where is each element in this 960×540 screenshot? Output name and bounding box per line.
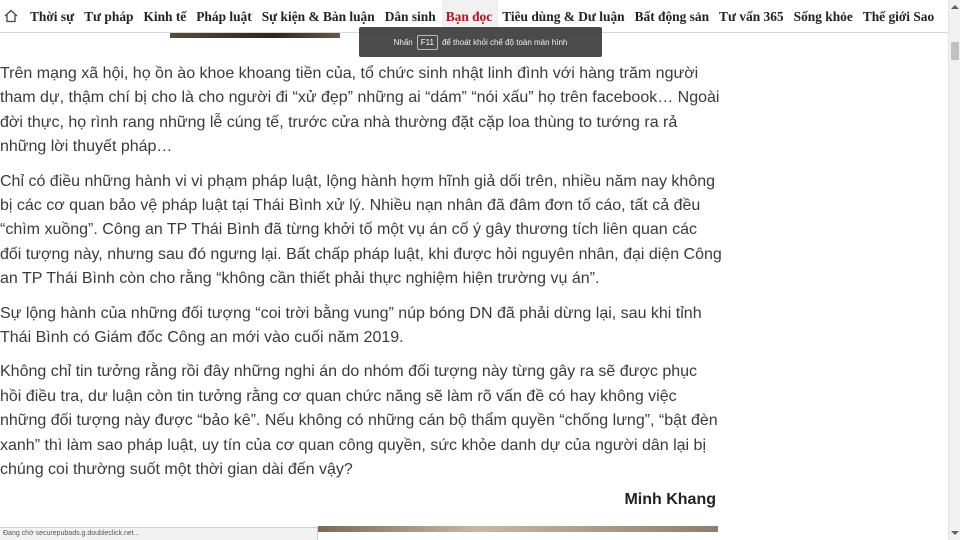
- nav-item-dan-sinh[interactable]: Dân sinh: [384, 8, 436, 24]
- nav-item-phap-luat[interactable]: Pháp luật: [196, 8, 252, 24]
- scrollbar-thumb[interactable]: [951, 42, 959, 60]
- fullscreen-notice-suffix: để thoát khỏi chế độ toàn màn hình: [441, 37, 568, 47]
- article-paragraph: Sự lộng hành của những đối tượng “coi trời bằng vung” núp bóng DN đã phải dừng lại, sau khi tỉnh Thái Bình có Giám đốc Công an mới vào cuối năm 2019.: [0, 304, 702, 347]
- home-icon[interactable]: [2, 7, 20, 25]
- f11-key: F11: [417, 35, 438, 50]
- scroll-up-arrow-icon[interactable]: [949, 0, 960, 14]
- nav-item-su-kien-ban-luan[interactable]: Sự kiện & Bàn luận: [261, 8, 375, 24]
- nav-item-tu-van-365[interactable]: Tư vấn 365: [719, 8, 784, 24]
- nav-item-tieu-dung-du-luan[interactable]: Tiêu dùng & Dư luận: [502, 8, 625, 24]
- article-paragraph: Không chỉ tin tưởng rằng rồi đây những nghi án do nhóm đối tượng này từng gây ra sẽ được phục hồi điều tra, dư luận còn tin tưởng rằng cơ quan chức năng sẽ làm rõ vấn đề có hay không việc những đối tượng này được “bảo kê”. Nếu không có những cán bộ thẩm quyền “chống lưng”, “bật đèn xanh” thì làm sao pháp luật, uy tín của cơ quan công quyền, sức khỏe danh dự của người dân lại bị chúng coi thường suốt một thời gian dài đến vậy?: [0, 363, 718, 479]
- nav-item-bat-dong-san[interactable]: Bất động sản: [634, 8, 710, 24]
- article-body: [0, 62, 722, 493]
- nav-item-song-khoe[interactable]: Sống khỏe: [793, 8, 853, 24]
- nav-item-kinh-te[interactable]: Kinh tế: [143, 8, 187, 24]
- scroll-down-arrow-icon[interactable]: [949, 526, 960, 540]
- nav-item-ban-doc[interactable]: Bạn đọc: [442, 0, 499, 33]
- nav-item-thoi-su[interactable]: Thời sự: [30, 8, 75, 24]
- nav-item-the-gioi-sao[interactable]: Thế giới Sao: [862, 8, 935, 24]
- article-photo-edge-top: [170, 33, 340, 38]
- article-paragraph: Chỉ có điều những hành vi vi phạm pháp luật, lộng hành hợm hĩnh giả dối trên, nhiều năm nay không bị các cơ quan bảo vệ pháp luật tại Thái Bình xử lý. Nhiều nạn nhân đã đâm đơn tố cáo, tất cả đều “chìm xuồng”. Công an TP Thái Bình đã từng khởi tố một vụ án cố ý gây thương tích liên quan các đối tượng này, nhưng sau đó ngưng lại. Bất chấp pháp luật, khi được hỏi nguyên nhân, đại diện Công an TP Thái Bình còn cho rằng “không cần thiết phải thực nghiệm hiện trường vụ án”.: [0, 172, 722, 288]
- fullscreen-notice: [359, 27, 602, 57]
- nav-item-tu-phap[interactable]: Tư pháp: [84, 8, 134, 24]
- vertical-scrollbar[interactable]: [948, 0, 960, 540]
- fullscreen-notice-prefix: Nhấn: [393, 37, 413, 47]
- article-photo-edge-bottom: [318, 526, 718, 532]
- article-paragraph: Trên mạng xã hội, họ ồn ào khoe khoang tiền của, tổ chức sinh nhật linh đình với hàng trăm người tham dự, thậm chí bị cho là cho người đi “xử đẹp” những ai “dám” “nói xấu” họ trên facebook… Ngoài đời thực, họ rình rang những lễ cúng tế, trước cửa nhà thường đặt cặp loa thùng to tướng ra rả những lời thuyết pháp…: [0, 65, 720, 156]
- browser-status-bar: Đang chờ securepubads.g.doubleclick.net...: [0, 527, 318, 540]
- article-author: Minh Khang: [624, 491, 716, 508]
